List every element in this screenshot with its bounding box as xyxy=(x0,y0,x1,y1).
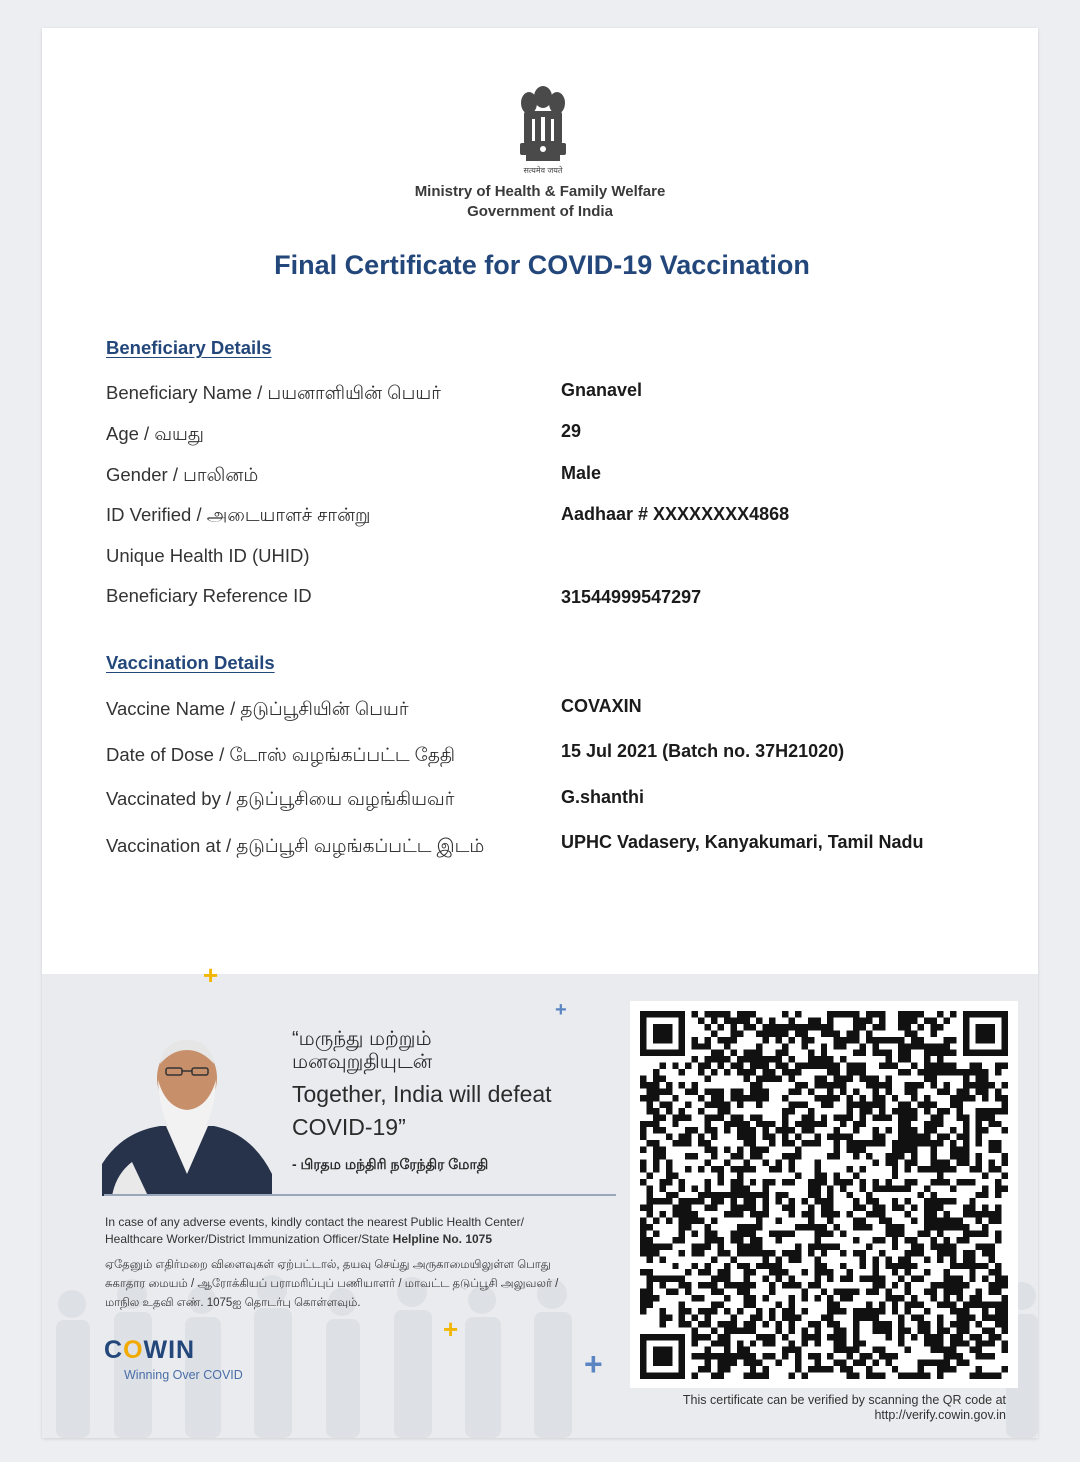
reference-id-value: 31544999547297 xyxy=(561,587,702,607)
plus-decoration-icon: + xyxy=(203,960,219,990)
age-value: 29 xyxy=(561,421,582,441)
national-emblem-icon xyxy=(512,83,574,179)
quote-english-line: Together, India will defeat xyxy=(292,1081,552,1107)
quote-tamil-line: “மருந்து மற்றும் xyxy=(292,1028,432,1050)
certificate-title: Final Certificate for COVID-19 Vaccination xyxy=(274,250,810,280)
date-of-dose-label: Date of Dose / டோஸ் வழங்கப்பட்ட தேதி xyxy=(106,744,456,765)
id-verified-value: Aadhaar # XXXXXXXX4868 xyxy=(561,504,790,524)
quote-tamil xyxy=(292,1028,432,1074)
cowin-logo-plus-o: O xyxy=(123,1336,144,1364)
cowin-tagline: Winning Over COVID xyxy=(124,1368,243,1382)
age-label: Age / வயது xyxy=(106,423,204,444)
qr-modules xyxy=(640,1011,1008,1379)
helpline-text-tamil xyxy=(105,1256,605,1313)
government-name: Government of India xyxy=(467,203,613,220)
qr-finder-pattern xyxy=(640,1011,685,1056)
cowin-logo xyxy=(104,1336,195,1365)
helpline-tamil-line: ஏதேனும் எதிர்மறை விளைவுகள் ஏற்பட்டால், தயவு செய்து அருகாமையிலுள்ள பொது xyxy=(105,1259,551,1271)
helpline-text-english xyxy=(105,1214,595,1248)
quote-english-line: COVID-19” xyxy=(292,1114,406,1140)
quote-attribution: - பிரதம மந்திரி நரேந்திர மோதி xyxy=(292,1156,489,1172)
id-verified-label: ID Verified / அடையாளச் சான்று xyxy=(106,504,371,525)
vaccination-details-heading: Vaccination Details xyxy=(106,652,275,673)
helpline-number: Helpline No. 1075 xyxy=(392,1232,493,1246)
qr-finder-pattern xyxy=(640,1334,685,1379)
date-of-dose-value: 15 Jul 2021 (Batch no. 37H21020) xyxy=(561,741,845,761)
qr-finder-pattern xyxy=(963,1011,1008,1056)
vaccination-at-label: Vaccination at / தடுப்பூசி வழங்கப்பட்ட இடம் xyxy=(106,835,485,856)
certificate xyxy=(42,28,1038,1438)
verification-url: http://verify.cowin.gov.in xyxy=(874,1408,1006,1422)
vaccinated-by-value: G.shanthi xyxy=(561,787,645,807)
quote-english xyxy=(292,1078,552,1144)
qr-code[interactable] xyxy=(640,1011,1008,1379)
beneficiary-details-heading: Beneficiary Details xyxy=(106,337,272,358)
cowin-logo-letter: C xyxy=(104,1336,124,1364)
helpline-tamil-line: சுகாதார மையம் / ஆரோக்கியப் பராமரிப்புப் பணியாளர் / மாவட்ட தடுப்பூசி அலுவலர் / xyxy=(105,1278,559,1290)
footer-panel xyxy=(42,960,1038,1438)
quote-tamil-line: மனவுறுதியுடன் xyxy=(292,1051,433,1073)
qr-code-card xyxy=(630,1001,1018,1388)
gender-value: Male xyxy=(561,463,602,483)
beneficiary-name-value: Gnanavel xyxy=(561,380,643,400)
prime-minister-photo xyxy=(102,1034,272,1196)
beneficiary-name-label: Beneficiary Name / பயனாளியின் பெயர் xyxy=(106,382,441,403)
verification-note xyxy=(626,1393,1006,1423)
cowin-logo-letters: WIN xyxy=(143,1336,196,1364)
plus-decoration-icon: + xyxy=(443,1314,459,1344)
uhid-label: Unique Health ID (UHID) xyxy=(106,545,310,566)
reference-id-label: Beneficiary Reference ID xyxy=(106,585,312,606)
ministry-name: Ministry of Health & Family Welfare xyxy=(414,183,666,200)
plus-decoration-icon: + xyxy=(555,999,567,1021)
vaccination-at-value: UPHC Vadasery, Kanyakumari, Tamil Nadu xyxy=(561,832,924,852)
gender-label: Gender / பாலினம் xyxy=(106,464,259,485)
vaccinated-by-label: Vaccinated by / தடுப்பூசியை வழங்கியவர் xyxy=(106,788,455,809)
divider xyxy=(104,1194,616,1196)
plus-decoration-icon: + xyxy=(584,1346,603,1382)
vaccine-name-label: Vaccine Name / தடுப்பூசியின் பெயர் xyxy=(106,698,409,719)
helpline-text-line: Healthcare Worker/District Immunization Officer/State xyxy=(105,1232,393,1246)
verification-note-line: This certificate can be verified by scanning the QR code at xyxy=(682,1393,1006,1407)
emblem-motto: सत्यमेव जयते xyxy=(523,166,563,175)
helpline-text-line: In case of any adverse events, kindly contact the nearest Public Health Center/ xyxy=(105,1215,524,1229)
vaccine-name-value: COVAXIN xyxy=(561,696,642,716)
helpline-tamil-line: மாநில உதவி எண். 1075ஐ தொடர்பு கொள்ளவும். xyxy=(105,1297,361,1309)
